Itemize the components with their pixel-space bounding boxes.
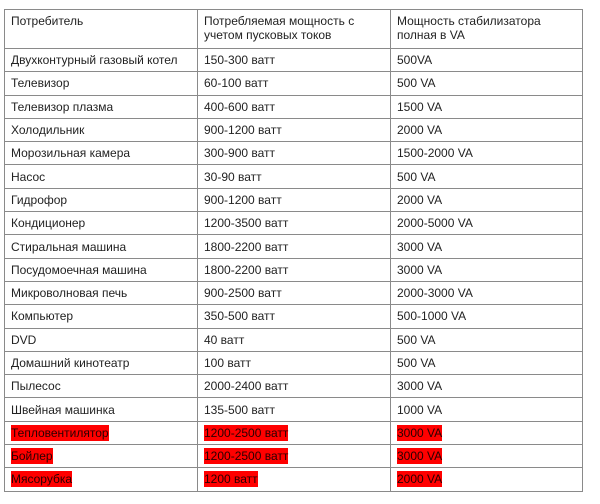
table-row: [5, 468, 583, 491]
cell-stabilizer-power-text: 3000 VA: [397, 239, 443, 254]
cell-stabilizer-power: [391, 118, 583, 141]
cell-consumer: [5, 118, 198, 141]
cell-stabilizer-power-text: 1500-2000 VA: [397, 146, 473, 161]
cell-consumption-power: [198, 351, 391, 374]
cell-stabilizer-power-text: 2000-3000 VA: [397, 286, 473, 301]
header-consumption-power: Потребляемая мощность с учетом пусковых токов: [198, 10, 391, 49]
cell-stabilizer-power: [391, 165, 583, 188]
cell-consumption-power: [198, 72, 391, 95]
cell-consumer-text: Бойлер: [11, 449, 53, 464]
cell-consumer: [5, 188, 198, 211]
table-row: [5, 351, 583, 374]
cell-stabilizer-power-text: 2000 VA: [397, 192, 443, 207]
cell-consumption-power: [198, 188, 391, 211]
cell-stabilizer-power-text: 3000 VA: [397, 262, 443, 277]
cell-stabilizer-power-text: 500-1000 VA: [397, 309, 467, 324]
cell-consumption-power-text: 1200-2500 ватт: [204, 449, 289, 464]
cell-consumption-power-text: 1200-2500 ватт: [204, 425, 289, 440]
table-row: [5, 281, 583, 304]
cell-stabilizer-power: [391, 305, 583, 328]
cell-consumption-power: [198, 445, 391, 468]
cell-consumption-power-text: 900-2500 ватт: [204, 286, 282, 301]
cell-consumer: [5, 281, 198, 304]
cell-consumer: [5, 421, 198, 444]
cell-consumption-power-text: 1800-2200 ватт: [204, 262, 289, 277]
cell-consumption-power: [198, 468, 391, 491]
cell-stabilizer-power-text: 500 VA: [397, 356, 436, 370]
cell-consumer-text: Швейная машинка: [11, 402, 115, 417]
cell-consumer: [5, 165, 198, 188]
table-row: [5, 445, 583, 468]
cell-consumption-power-text: 100 ватт: [204, 356, 251, 370]
cell-consumer: [5, 305, 198, 328]
cell-consumer-text: Тепловентилятор: [11, 425, 109, 440]
cell-consumption-power-text: 40 ватт: [204, 332, 245, 347]
header-stabilizer-power: Мощность стабилизатора полная в VA: [391, 10, 583, 49]
cell-stabilizer-power-text: 500 VA: [397, 332, 436, 347]
cell-consumer: [5, 328, 198, 351]
cell-stabilizer-power: [391, 212, 583, 235]
cell-consumer-text: Телевизор: [11, 76, 70, 91]
cell-consumption-power: [198, 118, 391, 141]
cell-consumption-power: [198, 95, 391, 118]
cell-stabilizer-power-text: 500 VA: [397, 169, 436, 184]
cell-consumer: [5, 351, 198, 374]
cell-consumer-text: Морозильная камера: [11, 146, 131, 161]
cell-stabilizer-power: [391, 468, 583, 491]
header-consumer: Потребитель: [5, 10, 198, 49]
cell-consumer-text: Микроволновая печь: [11, 286, 128, 301]
cell-consumption-power-text: 300-900 ватт: [204, 146, 276, 161]
cell-consumer-text: Кондиционер: [11, 216, 86, 231]
cell-consumer-text: Телевизор плазма: [11, 99, 114, 114]
cell-stabilizer-power: [391, 142, 583, 165]
cell-stabilizer-power-text: 3000 VA: [397, 425, 443, 440]
table-row: [5, 258, 583, 281]
cell-consumption-power: [198, 305, 391, 328]
cell-consumer-text: Насос: [11, 169, 46, 184]
table-row: [5, 328, 583, 351]
cell-consumer-text: Гидрофор: [11, 192, 68, 207]
cell-consumption-power-text: 135-500 ватт: [204, 402, 276, 417]
cell-consumption-power: [198, 258, 391, 281]
cell-consumer-text: Пылесос: [11, 379, 61, 394]
table-row: [5, 165, 583, 188]
table-row: [5, 188, 583, 211]
table-row: [5, 142, 583, 165]
cell-consumer-text: Домашний кинотеатр: [11, 356, 130, 370]
cell-consumption-power: [198, 421, 391, 444]
cell-stabilizer-power: [391, 281, 583, 304]
table-row: [5, 72, 583, 95]
cell-consumption-power: [198, 49, 391, 72]
table-row: [5, 118, 583, 141]
cell-consumption-power-text: 30-90 ватт: [204, 169, 262, 184]
cell-consumption-power: [198, 165, 391, 188]
cell-stabilizer-power-text: 500VA: [397, 53, 433, 68]
cell-stabilizer-power-text: 1000 VA: [397, 402, 443, 417]
cell-consumption-power: [198, 212, 391, 235]
cell-consumption-power-text: 400-600 ватт: [204, 99, 276, 114]
table-header-row: [5, 10, 583, 49]
power-consumption-table: [4, 9, 583, 492]
cell-consumption-power: [198, 398, 391, 421]
cell-stabilizer-power-text: 1500 VA: [397, 99, 443, 114]
cell-consumer: [5, 95, 198, 118]
cell-consumer-text: Посудомоечная машина: [11, 262, 147, 277]
table-row: [5, 95, 583, 118]
cell-stabilizer-power: [391, 398, 583, 421]
cell-stabilizer-power: [391, 188, 583, 211]
table-row: [5, 375, 583, 398]
cell-stabilizer-power-text: 2000 VA: [397, 472, 443, 487]
cell-stabilizer-power: [391, 235, 583, 258]
cell-consumption-power: [198, 375, 391, 398]
cell-consumption-power-text: 1800-2200 ватт: [204, 239, 289, 254]
cell-consumption-power: [198, 281, 391, 304]
cell-consumption-power-text: 1200-3500 ватт: [204, 216, 289, 231]
table-row: [5, 212, 583, 235]
cell-stabilizer-power-text: 3000 VA: [397, 379, 443, 394]
table-row: [5, 235, 583, 258]
cell-consumption-power: [198, 235, 391, 258]
cell-consumer: [5, 398, 198, 421]
cell-consumer-text: Двухконтурный газовый котел: [11, 53, 178, 68]
cell-consumer: [5, 212, 198, 235]
table-row: [5, 421, 583, 444]
cell-consumption-power-text: 900-1200 ватт: [204, 123, 282, 138]
cell-stabilizer-power-text: 2000 VA: [397, 123, 443, 138]
cell-consumer: [5, 445, 198, 468]
cell-consumer: [5, 468, 198, 491]
cell-consumer-text: Стиральная машина: [11, 239, 127, 254]
cell-consumer: [5, 72, 198, 95]
cell-consumer-text: DVD: [11, 332, 37, 347]
cell-consumption-power-text: 1200 ватт: [204, 472, 258, 487]
cell-stabilizer-power: [391, 445, 583, 468]
cell-stabilizer-power: [391, 72, 583, 95]
cell-consumption-power-text: 60-100 ватт: [204, 76, 269, 91]
cell-consumer: [5, 142, 198, 165]
cell-consumer-text: Холодильник: [11, 123, 85, 138]
cell-consumption-power: [198, 328, 391, 351]
cell-consumption-power: [198, 142, 391, 165]
cell-stabilizer-power-text: 2000-5000 VA: [397, 216, 473, 231]
cell-consumption-power-text: 2000-2400 ватт: [204, 379, 289, 394]
cell-consumer-text: Мясорубка: [11, 472, 73, 487]
cell-consumption-power-text: 150-300 ватт: [204, 53, 276, 68]
cell-consumer-text: Компьютер: [11, 309, 74, 324]
table-row: [5, 398, 583, 421]
cell-consumption-power-text: 350-500 ватт: [204, 309, 276, 324]
cell-stabilizer-power: [391, 49, 583, 72]
cell-stabilizer-power-text: 500 VA: [397, 76, 436, 91]
cell-consumer: [5, 258, 198, 281]
cell-stabilizer-power: [391, 351, 583, 374]
table-row: [5, 49, 583, 72]
cell-consumer: [5, 375, 198, 398]
cell-consumer: [5, 235, 198, 258]
cell-stabilizer-power: [391, 328, 583, 351]
table-body: [5, 49, 583, 492]
cell-stabilizer-power-text: 3000 VA: [397, 449, 443, 464]
cell-stabilizer-power: [391, 421, 583, 444]
power-consumption-sheet: [4, 9, 582, 496]
cell-stabilizer-power: [391, 258, 583, 281]
cell-stabilizer-power: [391, 375, 583, 398]
cell-consumer: [5, 49, 198, 72]
cell-stabilizer-power: [391, 95, 583, 118]
table-row: [5, 305, 583, 328]
cell-consumption-power-text: 900-1200 ватт: [204, 192, 282, 207]
